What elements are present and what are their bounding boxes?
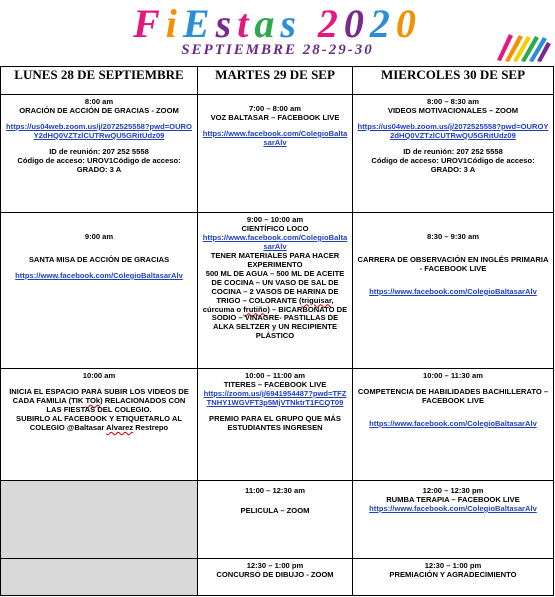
banner-title — [0, 2, 555, 46]
empty-cell — [1, 559, 198, 596]
facebook-link[interactable]: https://www.facebook.com/ColegioBaltasarAlv — [369, 503, 537, 513]
zoom-link[interactable]: https://us04web.zoom.us/j/2072525558?pwd=OUROY2dHQ0VZTzlCUTRwQU5GRitUdz09 — [357, 121, 549, 140]
banner-title-letter: i — [165, 1, 183, 46]
empty-cell — [1, 481, 198, 559]
zoom-link[interactable]: https://us04web.zoom.us/j/2072525558?pwd=OUROY2dHQ0VZTzlCUTRwQU5GRitUdz09 — [6, 121, 192, 140]
banner-title-letter: F — [133, 1, 166, 46]
day-header-monday: LUNES 28 DE SEPTIEMBRE — [1, 67, 198, 95]
table-row — [1, 95, 554, 213]
event-time: 7:00 – 8:00 am — [249, 104, 301, 113]
event-cell — [1, 369, 198, 481]
banner-title-letter — [302, 2, 318, 46]
facebook-link[interactable]: https://www.facebook.com/ColegioBaltasarAlv — [202, 128, 348, 147]
event-cell — [353, 213, 554, 369]
event-cell — [198, 559, 353, 596]
zoom-link[interactable]: https://zoom.us/j/6941954487?pwd=TFZTNHY1WGVFT3p5MjVTNktrT1FCQT09 — [203, 388, 347, 407]
event-title: TITERES – FACEBOOK LIVE — [223, 379, 327, 389]
facebook-link[interactable]: https://www.facebook.com/ColegioBaltasarAlv — [15, 270, 183, 280]
event-title: VIDEOS MOTIVACIONALES – ZOOM — [387, 105, 519, 115]
event-title: COMPETENCIA DE HABILIDADES BACHILLERATO – FACEBOOK LIVE — [357, 386, 549, 405]
header-row — [1, 67, 554, 95]
banner-title-letter: 0 — [395, 1, 422, 46]
event-time: 8:30 – 9:30 am — [427, 232, 479, 241]
event-title: CONCURSO DE DIBUJO - ZOOM — [216, 569, 334, 579]
day-header-wednesday: MIERCOLES 30 DE SEP — [353, 67, 554, 95]
banner-subtitle: SEPTIEMBRE 28-29-30 — [181, 42, 374, 58]
banner-title-letter: E — [182, 1, 216, 46]
event-cell — [198, 213, 353, 369]
banner-title-letter: s — [280, 1, 302, 46]
event-time: 12:30 – 1:00 pm — [424, 561, 482, 570]
event-cell — [353, 481, 554, 559]
materials-list: 500 ML DE AGUA – 500 ML DE ACEITE DE COCINA – UN VASO DE SAL DE COCINA – 2 VASOS DE HARINA DE TRIGO – COLORANTE (triguisar, cúrcuma o frutiño) – BICARBONATO DE SODIO – VINAGRE- PASTILLAS DE ALKA SELTZER y UN RECIPIENTE PLÁSTICO — [202, 268, 348, 341]
event-time: 10:00 – 11:00 am — [245, 371, 305, 380]
facebook-link[interactable]: https://www.facebook.com/ColegioBaltasarAlv — [369, 418, 537, 428]
banner-title-letter: 0 — [343, 1, 370, 46]
banner-title-letter: 2 — [369, 1, 396, 46]
event-title: VOZ BALTASAR – FACEBOOK LIVE — [210, 112, 340, 122]
day-header-tuesday: MARTES 29 DE SEP — [198, 67, 353, 95]
table-row — [1, 369, 554, 481]
grade-label: GRADO: 3 A — [430, 164, 476, 174]
facebook-link[interactable]: https://www.facebook.com/ColegioBaltasarAlv — [369, 286, 537, 296]
event-time: 12:00 – 12:30 pm — [422, 486, 484, 495]
facebook-link[interactable]: https://www.facebook.com/ColegioBaltasarAlv — [202, 232, 348, 251]
event-time: 9:00 – 10:00 am — [246, 215, 304, 224]
access-code: Código de acceso: UROV1Código de acceso: — [17, 155, 181, 165]
table-row — [1, 559, 554, 596]
event-cell — [1, 213, 198, 369]
grade-label: GRADO: 3 A — [76, 164, 122, 174]
event-instructions: SUBIRLO AL FACEBOOK Y ETIQUETARLO AL COLEGIO @Baltasar Alvarez Restrepo — [16, 413, 182, 432]
event-cell — [198, 369, 353, 481]
event-cell — [198, 95, 353, 213]
event-title: CIENTÍFICO LOCO — [241, 223, 309, 233]
event-description: PREMIO PARA EL GRUPO QUE MÁS ESTUDIANTES INGRESEN — [209, 413, 341, 432]
event-title: PREMIACIÓN Y AGRADECIMIENTO — [389, 569, 517, 579]
banner — [0, 0, 555, 66]
event-title: SANTA MISA DE ACCIÓN DE GRACIAS — [28, 254, 170, 264]
event-cell — [198, 481, 353, 559]
event-description: INICIA EL ESPACIO PARA SUBIR LOS VIDEOS DE CADA FAMILIA (TIK TOk) RELACIONADOS CON LAS FIESTAS DEL COLEGIO. — [9, 386, 189, 414]
meeting-id: ID de reunión: 207 252 5558 — [49, 146, 149, 156]
banner-title-letter: a — [254, 1, 281, 46]
event-cell — [353, 369, 554, 481]
event-cell — [353, 95, 554, 213]
event-time: 10:00 am — [82, 371, 116, 380]
event-title: CARRERA DE OBSERVACIÓN EN INGLÉS PRIMARIA - FACEBOOK LIVE — [357, 254, 549, 273]
banner-title-letter: s — [215, 1, 238, 46]
event-time: 12:30 – 1:00 pm — [246, 561, 304, 570]
schedule-table — [0, 66, 554, 596]
banner-title-letter: t — [237, 1, 255, 46]
event-title: ORACIÓN DE ACCIÓN DE GRACIAS - ZOOM — [19, 105, 179, 115]
table-row — [1, 213, 554, 369]
event-time: 8:00 – 8:30 am — [427, 97, 479, 106]
event-title: RUMBA TERAPIA – FACEBOOK LIVE — [386, 494, 520, 504]
event-title: PELICULA – ZOOM — [240, 505, 310, 515]
event-cell — [1, 95, 198, 213]
access-code: Código de acceso: UROV1Código de acceso: — [371, 155, 535, 165]
event-time: 9:00 am — [84, 232, 114, 241]
event-cell — [353, 559, 554, 596]
table-row — [1, 481, 554, 559]
meeting-id: ID de reunión: 207 252 5558 — [403, 146, 503, 156]
materials-heading: TENER MATERIALES PARA HACER EXPERIMENTO — [210, 250, 340, 269]
event-time: 11:00 – 12:30 am — [245, 486, 305, 495]
event-time: 8:00 am — [84, 97, 114, 106]
banner-title-letter: 2 — [317, 1, 344, 46]
colored-pencils-icon — [493, 30, 551, 62]
event-time: 10:00 – 11:30 am — [423, 371, 483, 380]
